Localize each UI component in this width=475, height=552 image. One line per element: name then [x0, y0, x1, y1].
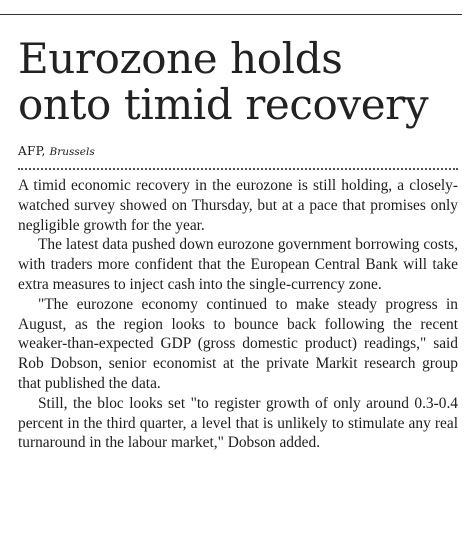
- article-body: [18, 176, 458, 453]
- paragraph-4: Still, the bloc looks set "to register growth of only around 0.3-0.4 percent in the third quarter, a level that is unlikely to stimulate any real turnaround in the labour market," Dobson added.: [18, 394, 458, 452]
- headline-line-2: onto timid recovery: [18, 80, 429, 129]
- headline-line-1: Eurozone holds: [18, 34, 343, 83]
- top-rule: [0, 14, 462, 15]
- byline-agency: AFP,: [18, 144, 46, 158]
- byline: [18, 144, 458, 159]
- dotted-divider: [18, 168, 458, 170]
- article: [18, 36, 458, 453]
- byline-city: Brussels: [49, 146, 95, 158]
- headline: [18, 36, 458, 128]
- paragraph-1: A timid economic recovery in the eurozone is still holding, a closely-watched survey showed on Thursday, but at a pace that promises only negligible growth for the year.: [18, 177, 458, 234]
- paragraph-3: "The eurozone economy continued to make steady progress in August, as the region looks to bounce back following the recent weaker-than-expected GDP (gross domestic product) readings," said Rob Dobson, senior economist at the private Markit research group that published the data.: [18, 295, 458, 392]
- paragraph-2: The latest data pushed down eurozone government borrowing costs, with traders more confident that the European Central Bank will take extra measures to inject cash into the single-currency zone.: [18, 236, 458, 293]
